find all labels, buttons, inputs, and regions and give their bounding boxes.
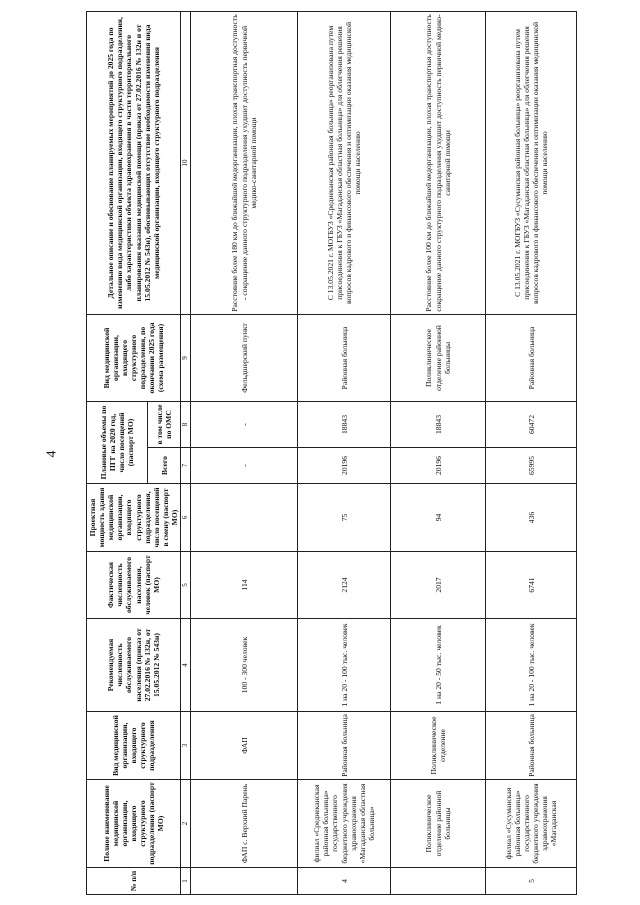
cell-num: [391, 868, 486, 895]
column-number: 7: [181, 448, 191, 484]
cell-total: 65995: [486, 448, 577, 484]
header-recommended: Рекомендуемая численность обслуживаемого населения (приказ от 27.02.2016 № 132н, от 15.05.2012 № 543н): [87, 619, 181, 712]
header-row: [87, 11, 148, 894]
cell-name: филиал «Сусуманская районная больница» государственного бюджетного учреждения здравоохранения «Магаданская: [486, 780, 577, 868]
column-number: 1: [181, 868, 191, 895]
header-future-type: Вид медицинской организации, входящего структурного подразделения, по окончании 2025 года (схема размещения): [87, 314, 181, 401]
rotated-document: [86, 12, 624, 895]
header-oms: в том числе по ОМС: [148, 401, 181, 447]
cell-total: -: [191, 448, 298, 484]
cell-capacity: [191, 484, 298, 552]
cell-capacity: 94: [391, 484, 486, 552]
table-row: [391, 11, 486, 894]
header-planned: Плановые объемы по ПГГ на 2020 год, число посещений (паспорт МО): [87, 401, 148, 483]
cell-actual: 2124: [298, 552, 391, 619]
cell-future-type: Районная больница: [298, 314, 391, 401]
cell-name: филиал «Среднеканская районная больница» государственного бюджетного учреждения здравоохранения «Магаданская областная больница»: [298, 780, 391, 868]
header-num: № п/п: [87, 868, 181, 895]
cell-type: Районная больница: [298, 712, 391, 780]
cell-actual: 114: [191, 552, 298, 619]
cell-description: Расстояние более 100 км до ближайшей медорганизации, плохая транспортная доступность сокращение данного структурного подразделения ухудшит доступность первичной медико-санитарной помощи: [391, 11, 486, 314]
cell-type: ФАП: [191, 712, 298, 780]
header-type: Вид медицинской организации, входящего структурного подразделения: [87, 712, 181, 780]
header-name: Полное наименование медицинской организации, входящего структурного подразделения (паспорт МО): [87, 780, 181, 868]
cell-oms: 18843: [298, 401, 391, 447]
cell-recommended: 1 на 20 - 50 тыс. человек: [391, 619, 486, 712]
cell-description: Расстояние более 180 км до ближайшей медорганизации, плохая транспортная доступность - сокращение данного структурного подразделения ухудшит доступность первичной медико-санитарной помощи: [191, 11, 298, 314]
table-row: [191, 11, 298, 894]
cell-capacity: 436: [486, 484, 577, 552]
cell-future-type: Фельдшерский пункт: [191, 314, 298, 401]
table-row: [486, 11, 577, 894]
cell-name: ФАП с. Верхний Парень: [191, 780, 298, 868]
cell-num: 4: [298, 868, 391, 895]
column-number: 2: [181, 780, 191, 868]
cell-oms: -: [191, 401, 298, 447]
cell-capacity: 75: [298, 484, 391, 552]
cell-total: 20196: [298, 448, 391, 484]
cell-recommended: 1 на 20 - 100 тыс. человек: [298, 619, 391, 712]
column-number: 4: [181, 619, 191, 712]
cell-recommended: 1 на 20 - 100 тыс. человек: [486, 619, 577, 712]
column-number: 8: [181, 401, 191, 447]
cell-future-type: Районная больница: [486, 314, 577, 401]
cell-num: [191, 868, 298, 895]
table-row: [298, 11, 391, 894]
column-numbers-row: [181, 11, 191, 894]
cell-name: Поликлиническое отделение районной больницы: [391, 780, 486, 868]
cell-type: Районная больница: [486, 712, 577, 780]
column-number: 3: [181, 712, 191, 780]
medical-organizations-table: [86, 11, 577, 895]
cell-future-type: Поликлиническое отделение районной больницы: [391, 314, 486, 401]
column-number: 6: [181, 484, 191, 552]
header-description: Детальное описание и обоснование планируемых мероприятий до 2025 года по изменению вида медицинской организации, входящего структурного подразделения, либо характеристики объекта здравоохранения в части территориального планирования оказания медицинской помощи (приказ от 27.02.2016 № 132н и от 15.05.2012 № 543н), обосновывающих отсутствие необходимости изменения вида медицинской организации, входящего структурного подразделения: [87, 11, 181, 314]
cell-num: 5: [486, 868, 577, 895]
cell-description: С 13.05.2021 г. МОГБУЗ «Сусуманская районная больница» реорганизована путем присоединения к ГБУЗ «Магаданская областная больница» для облегчения решения вопросов кадрового и финансового обеспечения и оптимизации оказания медицинской помощи населению: [486, 11, 577, 314]
cell-oms: 18843: [391, 401, 486, 447]
column-number: 9: [181, 314, 191, 401]
column-number: 5: [181, 552, 191, 619]
cell-description: С 13.05.2021 г. МОГБУЗ «Среднеканская районная больница» реорганизована путем присоединения к ГБУЗ «Магаданская областная больница» для облегчения решения вопросов кадрового и финансового обеспечения и оптимизации оказания медицинской помощи населению: [298, 11, 391, 314]
cell-type: Поликлиническое отделение: [391, 712, 486, 780]
page-number: 4: [44, 450, 60, 458]
cell-oms: 60472: [486, 401, 577, 447]
cell-total: 20196: [391, 448, 486, 484]
cell-actual: 6741: [486, 552, 577, 619]
cell-actual: 2017: [391, 552, 486, 619]
header-total: Всего: [148, 448, 181, 484]
header-actual: Фактическая численность обслуживаемого населения, человек (паспорт МО): [87, 552, 181, 619]
cell-recommended: 100 - 300 человек: [191, 619, 298, 712]
header-capacity: Проектная мощность здания медицинской организации, входящего структурного подразделения, число посещений в смену (паспорт МО): [87, 484, 181, 552]
column-number: 10: [181, 11, 191, 314]
